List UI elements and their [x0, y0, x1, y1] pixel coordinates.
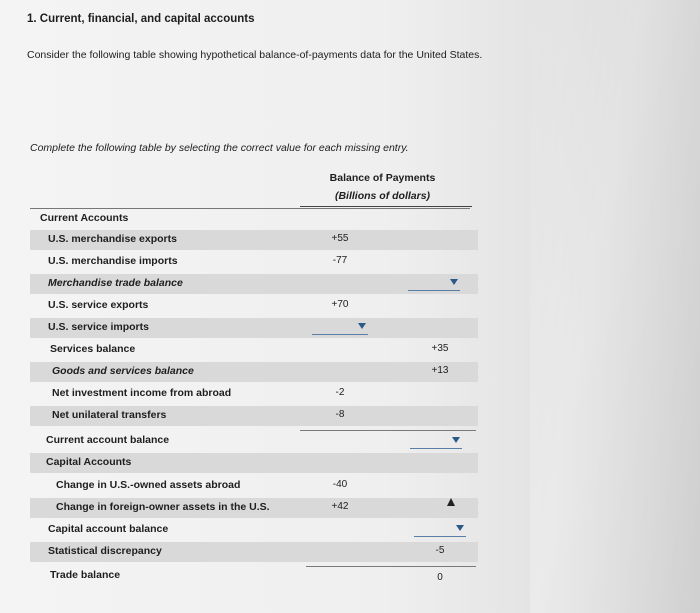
row-label: U.S. merchandise exports [48, 233, 177, 245]
row-label: Statistical discrepancy [48, 545, 162, 557]
table-row [30, 362, 478, 382]
row-label: U.S. service imports [48, 321, 149, 333]
table-row [30, 431, 478, 451]
service-imports-dropdown[interactable] [312, 320, 368, 335]
row-value: -40 [332, 479, 348, 490]
table-row [30, 498, 478, 518]
question-intro: Consider the following table showing hypothetical balance-of-payments data for the United States. [27, 49, 483, 61]
merchandise-trade-balance-dropdown[interactable] [408, 276, 460, 291]
row-label: Current Accounts [40, 212, 129, 224]
row-value: +42 [331, 501, 349, 512]
question-instruction: Complete the following table by selecting the correct value for each missing entry. [30, 142, 409, 154]
row-value: -2 [335, 387, 345, 398]
capital-account-balance-dropdown[interactable] [414, 522, 466, 537]
table-row [30, 406, 478, 426]
row-value: +70 [331, 299, 349, 310]
row-label: Merchandise trade balance [48, 277, 183, 289]
table-row [30, 542, 478, 562]
row-label: Change in U.S.-owned assets abroad [56, 479, 241, 491]
row-label: Capital Accounts [46, 456, 132, 468]
row-label: Net unilateral transfers [52, 409, 167, 421]
row-value: -8 [335, 409, 345, 420]
row-value: -5 [435, 545, 445, 556]
row-value: -77 [332, 255, 348, 266]
question-title: 1. Current, financial, and capital accounts [27, 13, 255, 25]
mouse-cursor-icon [447, 498, 455, 506]
row-label: Capital account balance [48, 523, 169, 535]
table-row [30, 230, 478, 250]
table-row [30, 318, 478, 338]
row-label: Net investment income from abroad [52, 387, 232, 399]
table-row [30, 252, 478, 272]
table-row [30, 340, 478, 360]
row-label: Trade balance [50, 569, 121, 581]
chevron-down-icon [358, 323, 366, 329]
column-subheader: (Billions of dollars) [334, 190, 431, 202]
table-row [30, 453, 478, 473]
row-label: Services balance [50, 343, 136, 355]
header-divider [300, 206, 472, 207]
table-row [30, 520, 478, 540]
row-label: U.S. service exports [48, 299, 149, 311]
column-header: Balance of Payments [329, 172, 436, 184]
row-value: 0 [437, 572, 443, 583]
current-account-balance-dropdown[interactable] [410, 434, 462, 449]
chevron-down-icon [452, 437, 460, 443]
table-row [30, 274, 478, 294]
row-label: Change in foreign-owner assets in the U.S. [56, 501, 270, 513]
table-row [30, 566, 478, 586]
table-row [30, 209, 478, 229]
screen-glare [530, 0, 700, 613]
row-label: Goods and services balance [52, 365, 194, 377]
table-row [30, 296, 478, 316]
table-row [30, 384, 478, 404]
chevron-down-icon [456, 525, 464, 531]
row-label: U.S. merchandise imports [48, 255, 178, 267]
row-label: Current account balance [46, 434, 170, 446]
row-value: +35 [431, 343, 449, 354]
table-row [30, 476, 478, 496]
row-value: +55 [331, 233, 349, 244]
chevron-down-icon [450, 279, 458, 285]
row-value: +13 [431, 365, 449, 376]
